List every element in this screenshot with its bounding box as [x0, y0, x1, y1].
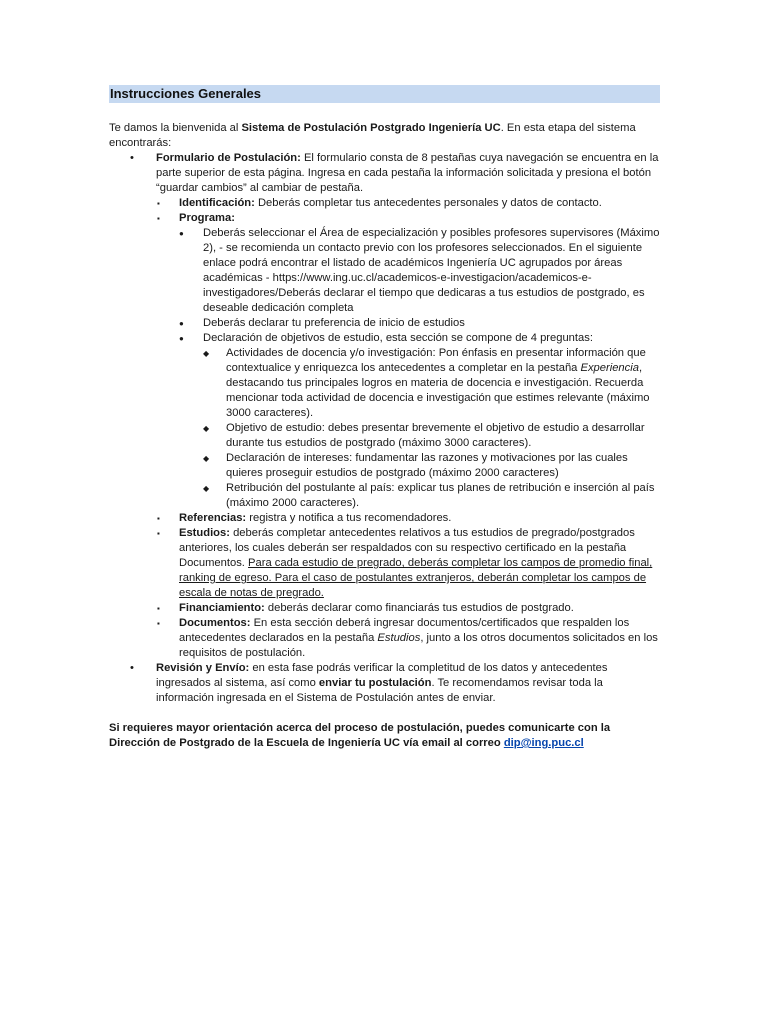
item-title: Documentos: [179, 617, 251, 629]
list-item-revision [109, 661, 660, 706]
list-item-documentos [156, 616, 660, 661]
closing-text: Si requieres mayor orientación acerca del proceso de postulación, puedes comunicarte con la Dirección de Postgrado de la Escuela de Ingeniería UC vía email al correo [109, 722, 611, 749]
list-item [179, 316, 660, 331]
item-text: deberás completar antecedentes relativos a tus estudios de pregrado/postgrados anteriores, los cuales deberán ser respaldados con su respectivo certificado en la pestaña Documentos. [179, 527, 635, 569]
question-text: Pon énfasis en presentar información que contextualice y enriquezca los antecedentes a completar en la pestaña [226, 347, 646, 374]
bullet-marker: • [130, 662, 134, 674]
item-text: en esta fase podrás verificar la completitud de los datos y antecedentes ingresados al sistema, así como [156, 662, 608, 689]
email-link[interactable]: dip@ing.puc.cl [503, 737, 584, 749]
list-item-identificacion [156, 196, 660, 211]
question-text: Declaración de intereses: fundamentar las razones y motivaciones por las cuales quieres proseguir estudios de postgrado (máximo 2000 caracteres) [226, 452, 628, 479]
question-emphasis: Experiencia [580, 362, 639, 374]
list-item [179, 226, 660, 316]
diamond-marker: ◆ [203, 454, 210, 463]
diamond-marker: ◆ [203, 484, 210, 493]
circle-marker: ● [179, 229, 184, 238]
question-text: Retribución del postulante al país: explicar tus planes de retribución e inserción al país (máximo 2000 caracteres). [226, 482, 655, 509]
list-item-question [203, 346, 660, 421]
system-name: Sistema de Postulación Postgrado Ingeniería UC [241, 122, 501, 134]
item-text: registra y notifica a tus recomendadores. [246, 512, 452, 524]
item-title: Financiamiento: [179, 602, 265, 614]
item-text: El formulario consta de 8 pestañas cuya navegación se encuentra en la parte superior de esta página. Ingresa en cada pestaña la información solicitada y presiona el botón “guardar cambios” al cambiar de pestaña. [156, 152, 659, 194]
section-title: Instrucciones Generales [110, 86, 262, 101]
square-marker: ▪ [157, 214, 160, 223]
item-text: Deberás completar tus antecedentes personales y datos de contacto. [254, 197, 602, 209]
item-title: Formulario de Postulación: [156, 152, 301, 164]
question-title: Actividades de docencia y/o investigación: [226, 347, 436, 359]
question-text: , destacando tus principales logros en materia de docencia e investigación. Recuerda mencionar toda actividad de docencia e investigación que estimes relevante (máximo 3000 caracteres). [226, 362, 650, 419]
item-text: En esta sección deberá ingresar documentos/certificados que respalden los antecedentes declarados en la pestaña [179, 617, 630, 644]
item-text: , junto a los otros documentos solicitados en los requisitos de postulación. [179, 632, 658, 659]
circle-marker: ● [179, 334, 184, 343]
list-item-formulario [109, 151, 660, 661]
item-text: . Te recomendamos revisar toda la información ingresada en el Sistema de Postulación antes de enviar. [156, 677, 603, 704]
section-header [109, 85, 660, 103]
document-page [109, 85, 660, 751]
list-item-financiamiento [156, 601, 660, 616]
list-item-referencias [156, 511, 660, 526]
item-title: Referencias: [179, 512, 247, 524]
list-item-estudios [156, 526, 660, 601]
square-marker: ▪ [157, 604, 160, 613]
formulario-sublist [156, 196, 660, 661]
question-text: Objetivo de estudio: debes presentar brevemente el objetivo de estudio a desarrollar durante tus estudios de postgrado (máximo 3000 caracteres). [226, 422, 645, 449]
item-title: Programa: [179, 212, 235, 224]
list-item-question [203, 421, 660, 451]
intro-paragraph [109, 121, 660, 151]
list-item [179, 331, 660, 511]
square-marker: ▪ [157, 529, 160, 538]
item-title: Revisión y Envío: [156, 662, 250, 674]
square-marker: ▪ [157, 514, 160, 523]
item-text: deberás declarar como financiarás tus estudios de postgrado. [264, 602, 574, 614]
list-item-programa [156, 211, 660, 511]
square-marker: ▪ [157, 619, 160, 628]
list-item-question [203, 451, 660, 481]
item-strong: enviar tu postulación [318, 677, 432, 689]
intro-post: . En esta etapa del sistema encontrarás: [109, 122, 636, 149]
item-title: Identificación: [179, 197, 255, 209]
bullet-marker: • [130, 152, 134, 164]
item-text: Deberás seleccionar el Área de especialización y posibles profesores supervisores (Máximo 2), - se recomienda un contacto previo con los profesores seleccionados. En el siguiente enlace podrá encontrar el listado de académicos Ingeniería UC agrupados por áreas académicas - https://www.ing.uc.cl/academicos-e-investigacion/academicos-e-investigadores/Deberás declarar el tiempo que dedicaras a tus estudios de postgrado, es deseable dedicación completa [203, 227, 660, 314]
item-text: Deberás declarar tu preferencia de inicio de estudios [203, 317, 465, 329]
item-emphasis: Estudios [377, 632, 421, 644]
underlined-note: Para cada estudio de pregrado, deberás completar los campos de promedio final, ranking de egreso. Para el caso de postulantes extranjeros, deberán completar los campos de escala de notas de pregrado. [179, 557, 653, 599]
item-title: Estudios: [179, 527, 230, 539]
programa-sublist [179, 226, 660, 511]
circle-marker: ● [179, 319, 184, 328]
item-text: Declaración de objetivos de estudio, esta sección se compone de 4 preguntas: [203, 332, 593, 344]
diamond-marker: ◆ [203, 424, 210, 433]
diamond-marker: ◆ [203, 349, 210, 358]
square-marker: ▪ [157, 199, 160, 208]
intro-pre: Te damos la bienvenida al [109, 122, 242, 134]
list-item-question [203, 481, 660, 511]
main-list [109, 151, 660, 706]
closing-paragraph [109, 721, 660, 751]
questions-sublist [203, 346, 660, 511]
